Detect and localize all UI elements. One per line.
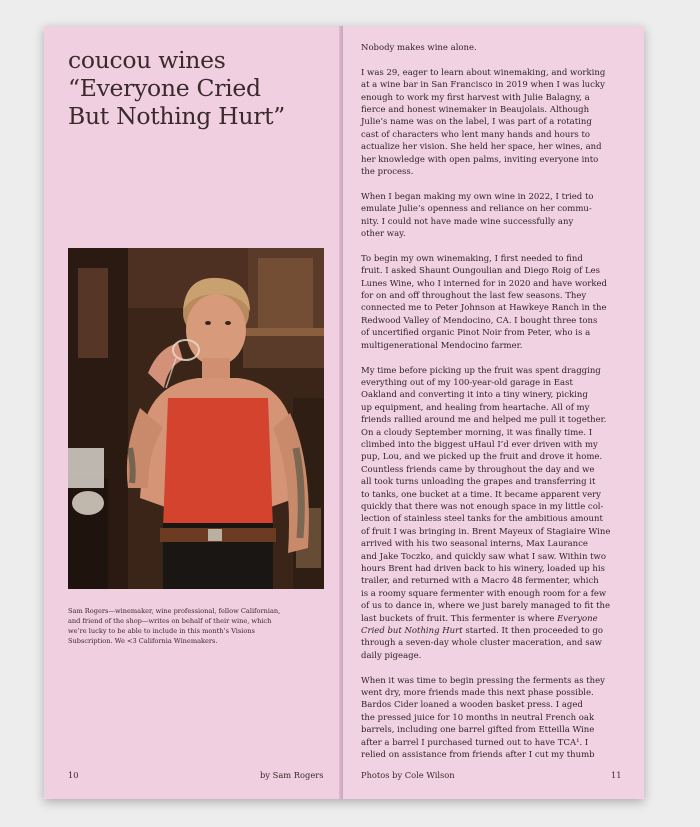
- body-line: everything out of my 100-year-old garage in East: [361, 377, 573, 388]
- body-line: Oakland and converting it into a tiny winery, picking: [361, 390, 588, 401]
- body-line: arrived with his two seasonal interns, Max Laurance: [361, 539, 588, 550]
- left-page-number: 10: [68, 770, 79, 780]
- body-line: multigenerational Mendocino farmer.: [361, 340, 523, 351]
- body-line: nity. I could not have made wine successfully any: [361, 216, 574, 227]
- article-body: [361, 42, 631, 774]
- body-line: hours Brent had driven back to his winery, loaded up his: [361, 564, 605, 574]
- body-line: trailer, and returned with a Macro 48 fermenter, which: [361, 576, 599, 587]
- caption-line: Sam Rogers—winemaker, wine professional, fellow Californian,: [68, 607, 281, 615]
- body-line: other way.: [361, 229, 406, 240]
- body-line: of uncertified organic Pinot Noir from Peter, who is a: [361, 328, 591, 339]
- body-line: pup, Lou, and we picked up the fruit and drove it home.: [361, 452, 603, 463]
- body-line: cast of characters who lent many hands and hours to: [361, 129, 590, 140]
- magazine-spread: [44, 26, 644, 799]
- body-line: to tanks, one bucket at a time. It became apparent very: [361, 489, 601, 500]
- wine-name-emphasis: Cried but Nothing Hurt: [361, 626, 463, 637]
- body-line: On a cloudy September morning, it was finally time. I: [361, 427, 593, 438]
- body-line: When it was time to begin pressing the ferments as they: [361, 675, 605, 686]
- body-line: last buckets of fruit. This fermenter is where Everyone: [361, 613, 598, 624]
- body-line: enough to work my first harvest with Julie Balagny, a: [361, 92, 590, 103]
- body-line: Lunes Wine, who I interned for in 2020 and have worked: [361, 278, 607, 289]
- body-line: the pressed juice for 10 months in neutral French oak: [361, 712, 595, 723]
- body-line: is a roomy square fermenter with enough room for a few: [361, 588, 607, 599]
- body-line: Bardos Cider loaned a wooden basket press. I aged: [361, 700, 583, 711]
- body-line: My time before picking up the fruit was spent dragging: [361, 365, 601, 376]
- body-line: after a barrel I purchased turned out to have TCA¹. I: [361, 737, 589, 748]
- body-line: at a wine bar in San Francisco in 2019 when I was lucky: [361, 80, 605, 91]
- body-paragraph: [361, 253, 631, 352]
- body-line: the process.: [361, 167, 414, 178]
- article-title: [68, 46, 328, 130]
- right-page: [343, 26, 644, 799]
- body-line: Nobody makes wine alone.: [361, 43, 477, 53]
- body-paragraph: [361, 191, 631, 241]
- body-line: her knowledge with open palms, inviting everyone into: [361, 154, 599, 165]
- body-line: through a seven-day whole cluster maceration, and saw: [361, 638, 602, 649]
- body-line: of fruit I was bringing in. Brent Mayeux of Stagiaire Wine: [361, 526, 611, 537]
- body-paragraph: [361, 67, 631, 179]
- body-line: relied on assistance from friends after I cut my thumb: [361, 750, 595, 761]
- body-line: quickly that there was not enough space in my little col-: [361, 501, 604, 512]
- caption-line: we’re lucky to be able to include in this month’s Visions: [68, 627, 255, 635]
- body-line: emulate Julie’s openness and reliance on her commu-: [361, 204, 592, 215]
- body-line: Julie’s name was on the label, I was part of a rotating: [361, 117, 592, 128]
- body-line: barrels, including one barrel gifted from Etteilla Wine: [361, 725, 595, 736]
- portrait-photo: [68, 248, 324, 589]
- body-line: friends rallied around me and helped me pull it together.: [361, 415, 607, 426]
- body-line: Countless friends came by throughout the day and we: [361, 464, 595, 475]
- body-line: Redwood Valley of Mendocino, CA. I bought three tons: [361, 315, 598, 326]
- caption-line: Subscription. We <3 California Winemakers.: [68, 637, 218, 645]
- photo-credit: Photos by Cole Wilson: [361, 770, 455, 780]
- title-line: “Everyone Cried: [68, 74, 261, 102]
- body-line: I was 29, eager to learn about winemaking, and working: [361, 67, 606, 78]
- photo-caption: [68, 606, 324, 646]
- body-line: fruit. I asked Shaunt Oungoulian and Diego Roig of Les: [361, 266, 600, 277]
- byline: by Sam Rogers: [260, 770, 324, 780]
- body-line: Cried but Nothing Hurt started. It then proceeded to go: [361, 626, 603, 637]
- body-line: To begin my own winemaking, I first needed to find: [361, 253, 583, 264]
- left-page: [44, 26, 341, 799]
- body-line: fierce and honest winemaker in Beaujolais. Although: [361, 105, 590, 116]
- body-line: went dry, more friends made this next phase possible.: [361, 688, 594, 699]
- caption-line: and friend of the shop—writes on behalf of their wine, which: [68, 617, 272, 625]
- body-paragraph: [361, 365, 631, 663]
- portrait-photo-illustration: [68, 248, 324, 589]
- title-line: coucou wines: [68, 46, 226, 74]
- body-line: When I began making my own wine in 2022, I tried to: [361, 191, 594, 202]
- body-line: for on and off throughout the last few seasons. They: [361, 291, 587, 302]
- right-page-number: 11: [611, 770, 622, 780]
- wine-name-emphasis: Everyone: [557, 613, 598, 624]
- body-paragraph: [361, 675, 631, 762]
- body-line: up equipment, and healing from heartache. All of my: [361, 402, 590, 413]
- body-line: connected me to Peter Johnson at Hawkeye Ranch in the: [361, 303, 607, 314]
- title-line: But Nothing Hurt”: [68, 102, 285, 130]
- body-line: lection of stainless steel tanks for the ambitious amount: [361, 514, 603, 525]
- body-line: of us to dance in, where we just barely managed to fit the: [361, 601, 611, 612]
- body-line: daily pigeage.: [361, 650, 422, 661]
- body-line: climbed into the biggest uHaul I’d ever driven with my: [361, 439, 598, 450]
- body-line: all took turns unloading the grapes and transferring it: [361, 477, 596, 488]
- body-paragraph: [361, 42, 631, 54]
- body-line: and Jake Toczko, and quickly saw what I saw. Within two: [361, 551, 606, 562]
- body-line: actualize her vision. She held her space, her wines, and: [361, 142, 602, 153]
